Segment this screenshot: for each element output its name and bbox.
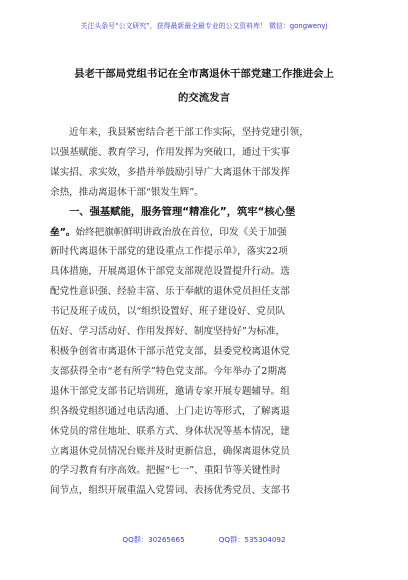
title-line-2: 的交流发言 (178, 92, 230, 104)
body-line: 配党性意识强、经验丰富、乐于奉献的退休党员担任支部 (50, 286, 290, 298)
body-line: 立离退休党员情况台账并及时更新信息，确保离退休党员 (50, 445, 290, 457)
body-line: 近年来，我县紧密结合老干部工作实际，坚持党建引领， (69, 127, 309, 138)
footer-qq-groups (0, 535, 408, 545)
section-heading-line: 一、强基赋能，服务管理“精准化”，筑牢“核心堡 (69, 205, 296, 218)
title-line-1: 县老干部局党组书记在全市离退休干部党建工作推进会上 (74, 68, 334, 80)
body-line: 积极争创省市离退休干部示范党支部，县委党校离退休党 (50, 345, 290, 357)
document-title (40, 62, 368, 110)
body-line: 支部获得全市“老有所学”特色党支部。今年举办了2期离 (50, 365, 287, 377)
body-line: 退休干部党支部书记培训班，邀请专家开展专题辅导。组 (50, 385, 290, 397)
body-line: 伍好、学习活动好、作用发挥好、制度坚持好”为标准， (50, 326, 286, 338)
body-line: 的学习教育有序高效。把握“七一”、重阳节等关键性时 (50, 465, 281, 477)
body-line: 织各级党组织通过电话沟通、上门走访等形式，了解离退 (50, 405, 290, 417)
body-line: 书记及班子成员，以“组织设置好、班子建设好、党员队 (50, 306, 286, 318)
body-line: 具体措施，开展离退休干部党支部规范设置提升行动。选 (50, 266, 290, 278)
body-line: 新时代离退休干部党的建设重点工作提示单》，落实22项 (50, 246, 288, 258)
body-line: 余热，推动离退休干部“银发生辉”。 (50, 186, 204, 198)
qq-group-1: QQ群：30265665 (122, 535, 185, 544)
section-heading-end: 垒”。 (50, 226, 76, 238)
body-line: 谋实招、求实效，多措并举鼓励引导广大离退休干部发挥 (50, 166, 290, 178)
qq-group-2: QQ群：535304092 (218, 535, 286, 544)
document-body (50, 123, 360, 501)
body-line-with-heading-end (50, 223, 360, 243)
body-line: 休党员的常住地址、联系方式、身体状况等基本情况，建 (50, 425, 290, 437)
body-line: 间节点，组织开展重温入党誓词、表扬优秀党员、支部书 (50, 485, 290, 497)
header-banner: 关注头条号“公文研究”，获得最新最全最专业的公文资料库！ 微信：gongwenyj (80, 22, 328, 30)
body-line-rest: 始终把旗帜鲜明讲政治放在首位，印发《关于加强 (75, 226, 287, 238)
body-line: 以强基赋能、教育学习，作用发挥为突破口，通过干实事 (50, 146, 290, 158)
